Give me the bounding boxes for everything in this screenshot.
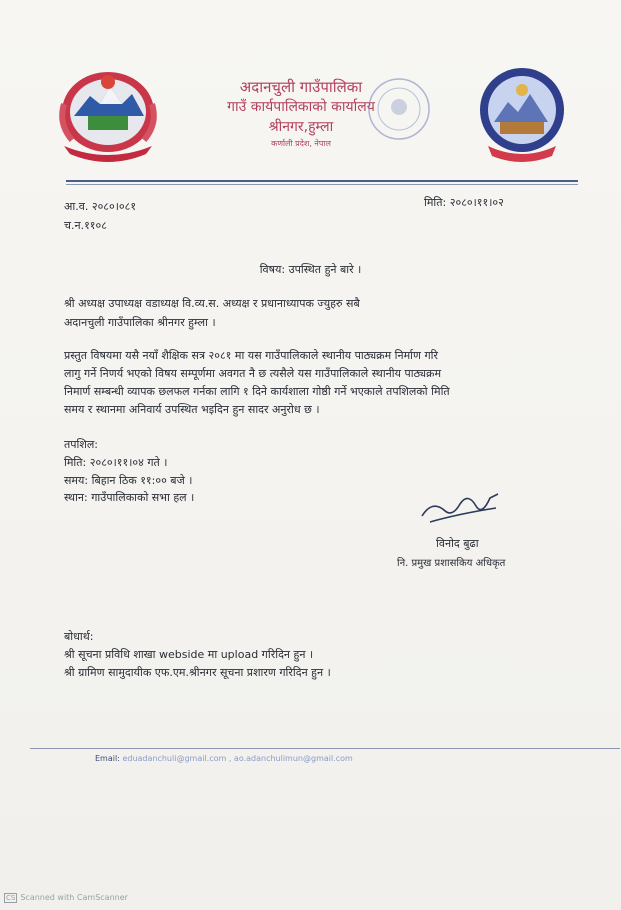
cc-heading: बोधार्थ: xyxy=(64,630,94,643)
body-line: समय र स्थानमा अनिवार्य उपस्थित भइदिन हुन सादर अनुरोध छ । xyxy=(64,403,320,416)
cc-line1: श्री सूचना प्रविधि शाखा webside मा upload गरिदिन हुन । xyxy=(64,648,314,661)
signatory-title: नि. प्रमुख प्रशासकिय अधिकृत xyxy=(397,558,506,569)
addressee-line2: अदानचुली गाउँपालिका श्रीनगर हुम्ला । xyxy=(64,316,216,329)
cc-line2: श्री ग्रामिण सामुदायीक एफ.एम.श्रीनगर सूचना प्रशारण गरिदिन हुन । xyxy=(64,666,331,679)
signature-icon xyxy=(418,486,504,530)
municipality-logo-icon xyxy=(474,66,570,164)
footer-email xyxy=(95,754,353,763)
body-line: निमार्ण सम्बन्धी व्यापक छलफल गर्नका लागि १ दिने कार्यशाला गोष्ठी गर्ने भएकाले तपशिलको मिति xyxy=(64,385,450,398)
camscanner-text: Scanned with CamScanner xyxy=(20,893,128,902)
email-addresses: eduadanchuli@gmail.com , ao.adanchulimun@gmail.com xyxy=(122,754,353,763)
fiscal-year: आ.व. २०८०।०८१ xyxy=(64,200,137,213)
body-line: लागु गर्ने निणर्य भएको विषय सम्पूर्णमा अवगत नै छ त्यसैले यस गाउँपालिकाले स्थानीय पाठ्यक्रम xyxy=(64,367,442,380)
scanner-watermark xyxy=(4,893,128,903)
subject-line: विषय: उपस्थित हुने बारे । xyxy=(259,263,362,276)
office-name-line2: गाउँ कार्यपालिकाको कार्यालय xyxy=(227,99,375,115)
details-heading: तपशिल: xyxy=(64,438,99,451)
header-divider xyxy=(66,180,578,182)
header-divider-thin xyxy=(66,184,578,185)
dispatch-number: च.न.११०८ xyxy=(64,219,107,232)
nepal-emblem-icon xyxy=(50,64,166,164)
details-time: समय: बिहान ठिक ११:०० बजे । xyxy=(64,474,193,487)
email-label: Email: xyxy=(95,754,120,763)
camscanner-badge: CS xyxy=(6,894,16,902)
province-line: कर्णाली प्रदेश, नेपाल xyxy=(271,139,331,148)
details-place: स्थान: गाउँपालिकाको सभा हल । xyxy=(64,491,195,504)
body-line: प्रस्तुत विषयमा यसै नयाँ शैक्षिक सत्र २०८१ मा यस गाउँपालिकाले स्थानीय पाठ्यक्रम निर्माण गरि xyxy=(64,349,439,362)
office-name-line1: अदानचुली गाउँपालिका xyxy=(239,78,363,96)
details-date: मिति: २०८०।११।०४ गते । xyxy=(64,456,168,469)
signatory-name: विनोद बुढा xyxy=(436,537,479,550)
office-stamp-icon xyxy=(360,70,438,148)
letter-date: मिति: २०८०।११।०२ xyxy=(424,196,504,209)
addressee-line1: श्री अध्यक्ष उपाध्यक्ष वडाध्यक्ष वि.व्य.स. अध्यक्ष र प्रधानाध्यापक ज्युहरु सबै xyxy=(64,297,360,310)
footer-divider xyxy=(30,748,620,749)
office-location: श्रीनगर,हुम्ला xyxy=(268,119,334,135)
